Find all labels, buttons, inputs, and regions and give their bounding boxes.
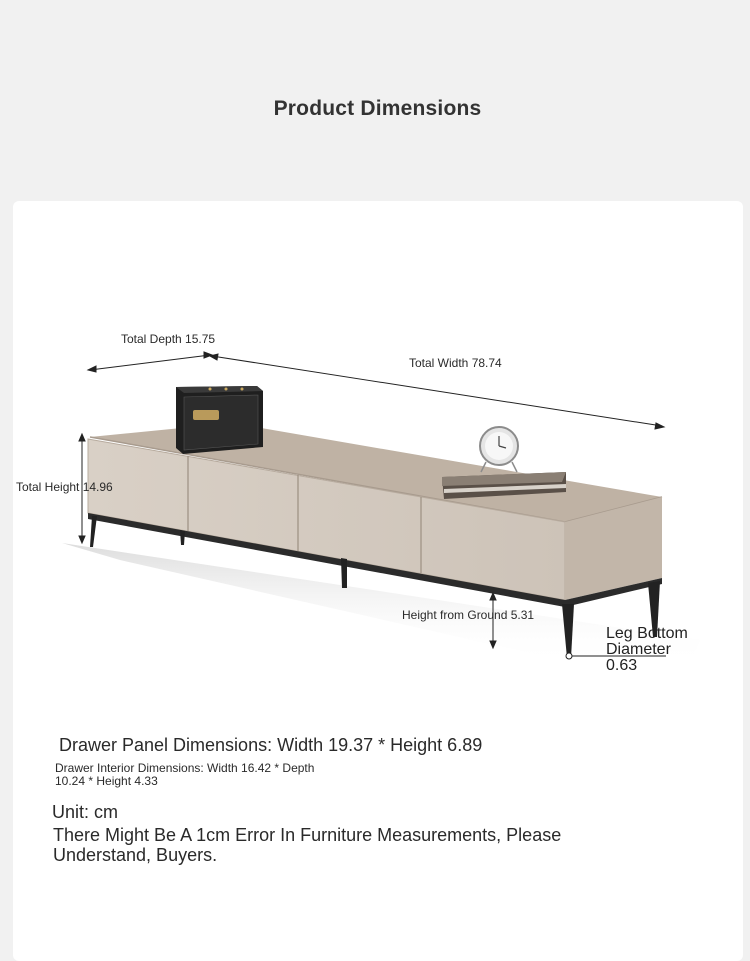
total-depth-label: Total Depth 15.75 — [121, 332, 216, 346]
height-from-ground-label: Height from Ground 5.31 — [402, 608, 535, 622]
total-depth-arrow — [88, 352, 212, 372]
unit-label: Unit: cm — [52, 802, 119, 822]
leg — [341, 558, 347, 588]
leg — [90, 516, 97, 547]
drawer-interior-dimensions: Drawer Interior Dimensions: Width 16.42 * Depth 10.24 * Height 4.33 — [55, 761, 315, 788]
measurement-disclaimer: There Might Be A 1cm Error In Furniture Measurements, Please Understand, Buyers. — [53, 825, 562, 865]
speaker — [176, 386, 263, 454]
page-title: Product Dimensions — [273, 97, 482, 120]
total-width-label: Total Width 78.74 — [409, 356, 502, 370]
total-height-label: Total Height 14.96 — [16, 480, 113, 494]
drawer-panel-dimensions: Drawer Panel Dimensions: Width 19.37 * Height 6.89 — [59, 735, 483, 755]
leg-bottom-diameter-label: Leg Bottom Diameter 0.63 — [606, 625, 688, 674]
leg — [180, 530, 185, 545]
